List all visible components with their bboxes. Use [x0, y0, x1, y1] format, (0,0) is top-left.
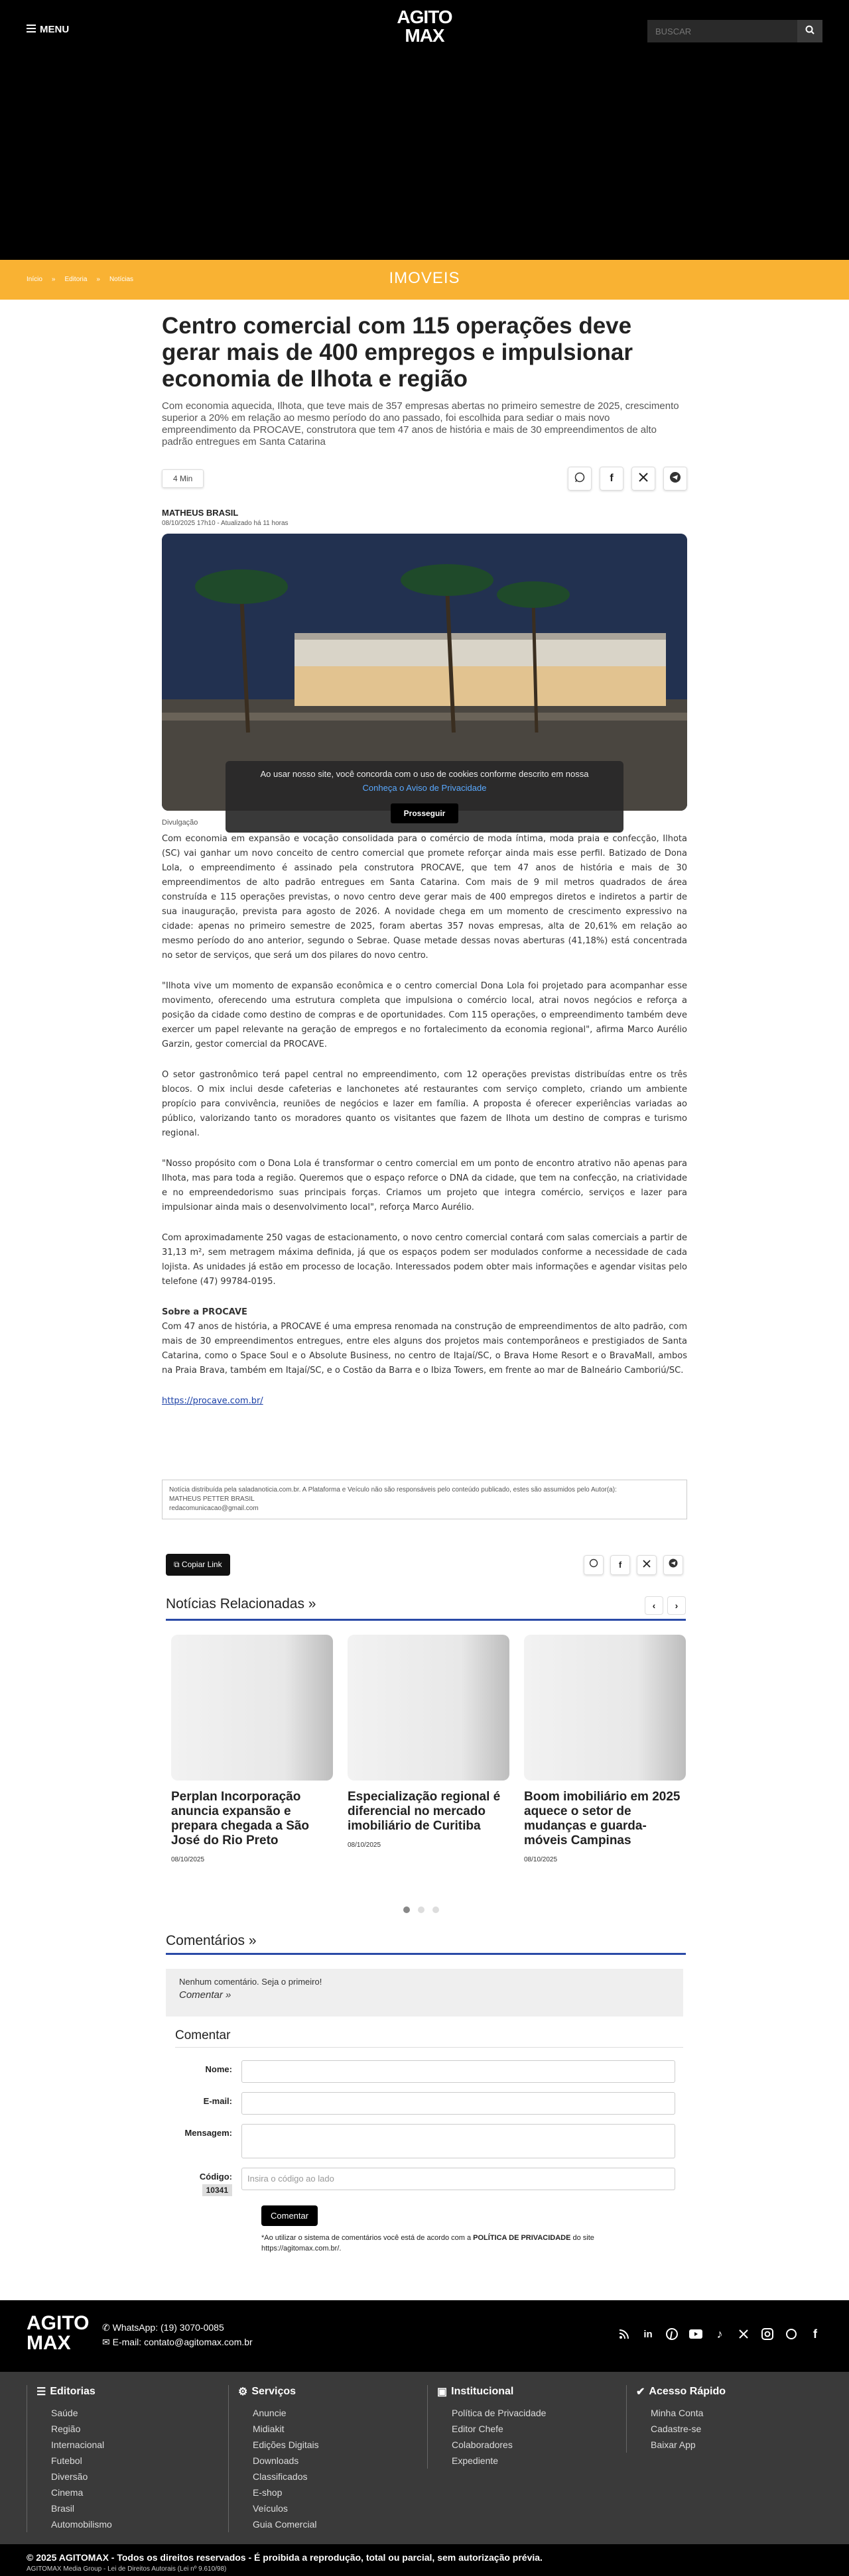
footer-link[interactable]: Futebol [51, 2455, 82, 2466]
logo-line-2: MAX [405, 25, 444, 46]
menu-label: MENU [40, 24, 70, 35]
article-title: Centro comercial com 115 operações deve gerar mais de 400 empregos e impulsionar economia de Ilhota e região [162, 313, 633, 392]
privacy-policy-link[interactable]: POLÍTICA DE PRIVACIDADE [473, 2234, 571, 2242]
menu-button[interactable] [27, 24, 69, 35]
footer-links [0, 2372, 849, 2544]
telegram-icon [669, 1558, 678, 1571]
card-image[interactable] [171, 1635, 333, 1781]
captcha-field[interactable]: Insira o código ao lado [241, 2168, 675, 2190]
footer-link[interactable]: Guia Comercial [253, 2519, 317, 2530]
breadcrumb-separator: » [51, 276, 56, 283]
disclaimer-line: Notícia distribuída pela saladanoticia.com.br. A Plataforma e Veículo não são responsáveis pelo conteúdo publicado, estes são assumidos pelo Autor(a): [169, 1486, 617, 1493]
no-comments-box [166, 1969, 683, 2017]
search-icon [805, 25, 815, 38]
card-title[interactable]: Boom imobiliário em 2025 aquece o setor de mudanças e guarda-móveis Campinas [524, 1790, 681, 1847]
carousel-prev-button[interactable] [645, 1596, 663, 1615]
article-paragraph: "Nosso propósito com o Dona Lola é transformar o centro comercial em um ponto de encontro atrativo não apenas para Ilhota, mas para toda a região. Queremos que o espaço reforce o DNA da cidade, que tem na confecção, na criatividade e no empreendedorismo suas principais forças. Criamos um projeto que integra comércio, serviços e lazer para impulsionar ainda mais o desenvolvimento local", reforça Marco Aurélio. [162, 1159, 687, 1212]
distribution-disclaimer [162, 1480, 687, 1519]
footer-link[interactable]: Internacional [51, 2439, 105, 2450]
chevron-left-icon: ‹ [652, 1600, 656, 1611]
related-news-carousel [171, 1635, 688, 1863]
email-label: E-mail: [203, 2096, 232, 2106]
comment-form-title: Comentar [175, 2028, 683, 2048]
read-time-badge: 4 Min [162, 469, 204, 488]
share-buttons [568, 467, 687, 491]
note-suffix: do site https://agitomax.com.br/. [261, 2234, 594, 2253]
building-icon: ▣ [437, 2386, 448, 2398]
message-field[interactable] [241, 2124, 675, 2158]
chevron-right-icon: › [675, 1600, 679, 1611]
carousel-controls [645, 1596, 686, 1615]
article [162, 313, 687, 1409]
footer-link[interactable]: Automobilismo [51, 2519, 112, 2530]
code-label-text: Código: [199, 2172, 232, 2182]
facebook-icon: f [610, 473, 614, 484]
article-date: 08/10/2025 17h10 - Atualizado há 11 horas [162, 520, 289, 527]
card-date: 08/10/2025 [524, 1856, 558, 1863]
breadcrumb-separator: » [96, 276, 100, 283]
related-news-card[interactable] [348, 1635, 511, 1863]
article-body [162, 832, 687, 1409]
footer-logo-line-2: MAX [27, 2332, 71, 2354]
search-box [647, 20, 822, 42]
cookie-text: Ao usar nosso site, você concorda com o uso de cookies conforme descrito em nossa [260, 769, 589, 779]
submit-comment-button[interactable]: Comentar [261, 2205, 318, 2226]
comments-header: Comentários » [166, 1933, 686, 1955]
instagram-icon[interactable] [760, 2327, 775, 2341]
share-telegram-button[interactable] [663, 467, 687, 491]
top-header [0, 0, 849, 60]
no-comments-text: Nenhum comentário. Seja o primeiro! [179, 1977, 322, 1987]
footer-column-institucional [427, 2385, 620, 2469]
list-icon: ☰ [36, 2386, 46, 2398]
disclaimer-author: MATHEUS PETTER BRASIL [169, 1495, 255, 1503]
footer-column-acesso-rapido [626, 2385, 818, 2453]
footer-link[interactable]: Minha Conta [651, 2408, 704, 2418]
breadcrumb-editoria[interactable]: Editoria [64, 276, 88, 283]
footer-logo-line-1: AGITO [27, 2312, 90, 2334]
comment-cta[interactable]: Comentar » [179, 1989, 231, 2001]
footer-column-servicos [228, 2385, 421, 2532]
carousel-dot[interactable] [418, 1906, 424, 1913]
share-facebook-button[interactable] [610, 1555, 630, 1575]
copy-link-label: Copiar Link [181, 1560, 222, 1569]
about-text: Com 47 anos de história, a PROCAVE é uma empresa renomada na construção de empreendimentos de alto padrão, com mais de 30 empreendimentos entregues, entre eles alguns dos projetos mais contemporâneos e prestigiados de Santa Catarina, como o Space Soul e o Absolute Business, no centro de Itajaí/SC, o Brava Home Resort e o BravaMall, ambos na Praia Brava, também em Itajaí/SC, e o Costão da Barra e o Ibiza Towers, em frente ao mar de Balneário Camboriú/SC. [162, 1322, 687, 1376]
footer-column-title: Acesso Rápido [649, 2386, 726, 2397]
search-button[interactable] [797, 20, 822, 42]
footer-contact [102, 2320, 253, 2349]
footer-link[interactable]: Colaboradores [452, 2439, 513, 2450]
card-image[interactable] [348, 1635, 509, 1781]
whatsapp-icon [574, 472, 585, 486]
pinterest-icon[interactable] [665, 2327, 679, 2341]
footer-link[interactable]: Editor Chefe [452, 2424, 503, 2434]
hamburger-icon [27, 24, 36, 35]
copy-link-button[interactable] [166, 1554, 230, 1576]
social-links [617, 2327, 822, 2341]
share-whatsapp-button[interactable] [568, 467, 592, 491]
footer-link[interactable]: Diversão [51, 2471, 88, 2482]
footer-link[interactable]: Região [51, 2424, 81, 2434]
tiktok-icon[interactable]: ♪ [716, 2327, 723, 2341]
footer-whatsapp-text: WhatsApp: (19) 3070-0085 [112, 2322, 224, 2333]
share-whatsapp-button[interactable] [584, 1555, 604, 1575]
carousel-dot[interactable] [432, 1906, 439, 1913]
footer-link[interactable]: Classificados [253, 2471, 308, 2482]
share-x-button[interactable] [637, 1555, 657, 1575]
legal-text: AGITOMAX Media Group - Lei de Direitos Autorais (Lei nº 9.610/98) [27, 2565, 227, 2573]
section-bar [0, 260, 849, 300]
footer-link[interactable]: Veículos [253, 2503, 288, 2514]
rss-icon[interactable] [617, 2327, 631, 2341]
card-image[interactable] [524, 1635, 686, 1781]
footer-column-title: Serviços [251, 2386, 296, 2397]
whatsapp-icon [589, 1558, 598, 1571]
article-paragraph: Com aproximadamente 250 vagas de estacionamento, o novo centro comercial contará com salas comerciais a partir de 31,13 m², sem metragem máxima definida, já que os espaços podem ser modulados conforme a necessidade de cada lojista. As unidades já estão em processo de locação. Interessados podem obter mais informações e agendar visitas pelo telefone (47) 99784-0195. [162, 1233, 687, 1287]
footer-link[interactable]: Anuncie [253, 2408, 287, 2418]
comment-form [175, 2060, 683, 2254]
footer-link[interactable]: Baixar App [651, 2439, 696, 2450]
carousel-dot[interactable] [403, 1906, 410, 1913]
share-buttons-bottom [584, 1555, 683, 1575]
footer-email-text: E-mail: contato@agitomax.com.br [112, 2337, 253, 2347]
article-meta-row [162, 467, 687, 491]
site-link-paragraph [162, 1394, 687, 1409]
code-label [175, 2168, 241, 2196]
comment-privacy-note [261, 2233, 633, 2254]
site-logo[interactable] [391, 8, 458, 48]
logo-line-1: AGITO [397, 7, 452, 27]
footer-bottom [0, 2544, 849, 2576]
cookie-banner [226, 761, 623, 833]
footer-link[interactable]: Saúde [51, 2408, 78, 2418]
copy-icon: ⧉ [174, 1560, 182, 1569]
x-icon[interactable] [736, 2327, 751, 2341]
footer-email[interactable] [102, 2335, 253, 2349]
related-news-header [166, 1596, 686, 1621]
footer-logo[interactable] [27, 2313, 89, 2353]
cookie-accept-button[interactable]: Prosseguir [391, 803, 459, 823]
captcha-code: 10341 [202, 2184, 232, 2196]
footer-link[interactable]: Política de Privacidade [452, 2408, 547, 2418]
envelope-icon: ✉ [102, 2337, 113, 2347]
carousel-pagination [403, 1906, 439, 1913]
share-telegram-button[interactable] [663, 1555, 683, 1575]
footer-link[interactable]: Downloads [253, 2455, 299, 2466]
footer-link[interactable]: Brasil [51, 2503, 75, 2514]
footer-column-title: Institucional [451, 2386, 514, 2397]
footer-whatsapp[interactable] [102, 2320, 253, 2335]
name-field[interactable] [241, 2060, 675, 2083]
telegram-icon [669, 471, 681, 487]
name-label: Nome: [205, 2064, 232, 2074]
footer-link[interactable]: Edições Digitais [253, 2439, 319, 2450]
related-news-title[interactable]: Notícias Relacionadas » [166, 1596, 316, 1611]
article-paragraph: "Ilhota vive um momento de expansão econômica e o centro comercial Dona Lola foi projetado para acompanhar esse movimento, oferecendo uma estrutura completa que impulsiona o comércio local, atrai novos negócios e reforça a posição da cidade como destino de compras e de oportunidades. Com 115 operações, o empreendimento também deve exercer um papel relevante na geração de empregos e no fortalecimento da economia regional", afirma Marco Aurélio Garzin, gestor comercial da PROCAVE. [162, 981, 687, 1049]
image-caption: Divulgação [162, 819, 198, 827]
youtube-icon[interactable] [688, 2327, 703, 2341]
whatsapp-icon[interactable] [784, 2327, 799, 2341]
linkedin-icon[interactable]: in [643, 2328, 653, 2340]
x-icon [643, 1559, 651, 1571]
message-label: Mensagem: [184, 2128, 232, 2138]
share-x-button[interactable] [631, 467, 655, 491]
related-news-card[interactable] [524, 1635, 687, 1863]
check-circle-icon: ✔ [636, 2386, 645, 2398]
whatsapp-icon: ✆ [102, 2322, 113, 2333]
search-input[interactable] [647, 20, 797, 42]
breadcrumb-current[interactable]: Notícias [109, 276, 134, 283]
x-icon [638, 472, 649, 486]
tools-row [166, 1554, 683, 1576]
related-news-card[interactable] [171, 1635, 334, 1863]
article-paragraph: O setor gastronômico terá papel central no empreendimento, com 12 operações previstas distribuídas entre os três blocos. O mix inclui desde cafeterias e lanchonetes até restaurantes com serviço completo, criando um ambiente propício para convivência, reuniões de negócios e lazer em família. A proposta é oferecer experiências variadas ao público, valorizando tanto os moradores quanto os visitantes que fazem de Ilhota um destino de compras e turismo regional. [162, 1070, 687, 1138]
footer-column-editorias [27, 2385, 219, 2532]
footer-link[interactable]: Midiakit [253, 2424, 285, 2434]
procave-link[interactable]: https://procave.com.br/ [162, 1396, 263, 1406]
email-field[interactable] [241, 2092, 675, 2115]
copyright-text: © 2025 AGITOMAX - Todos os direitos reservados - É proibida a reprodução, total ou parcial, sem autorização prévia. [27, 2552, 543, 2563]
breadcrumb-home[interactable]: Início [27, 276, 42, 283]
footer-top [0, 2300, 849, 2372]
card-date: 08/10/2025 [348, 1842, 381, 1849]
footer-link[interactable]: E-shop [253, 2487, 283, 2498]
privacy-notice-link[interactable]: Conheça o Aviso de Privacidade [362, 783, 487, 793]
article-paragraph: Com economia em expansão e vocação consolidada para o comércio de moda íntima, moda praia e confecção, Ilhota (SC) vai ganhar um novo conceito de centro comercial que promete reforçar ainda mais esse perfil. Batizado de Dona Lola, o empreendimento é assinado pela construtora PROCAVE, que tem 47 anos de história e mais de 30 empreendimentos de alto padrão entregues em Santa Catarina. Com mais de 9 mil metros quadrados de área construída e 115 operações previstas, o novo centro deve gerar mais de 400 empregos diretos e indiretos a partir de sua inauguração, prevista para agosto de 2026. A novidade chega em um momento de crescimento expressivo na cidade: apenas no primeiro semestre de 2025, foram abertas 357 novas empresas, alta de 20,61% em relação ao mesmo período do ano anterior, segundo o Sebrae. Quase metade dessas novas aberturas (41,18%) está concentrada no setor de serviços, que será um dos pilares do novo centro. [162, 834, 687, 961]
carousel-next-button[interactable] [667, 1596, 686, 1615]
footer-link[interactable]: Expediente [452, 2455, 499, 2466]
about-title: Sobre a PROCAVE [162, 1307, 247, 1317]
gear-icon: ⚙ [238, 2386, 248, 2398]
ad-banner-area [0, 60, 849, 260]
section-title: IMOVEIS [389, 269, 460, 287]
share-facebook-button[interactable] [600, 467, 623, 491]
facebook-icon[interactable]: f [813, 2327, 817, 2341]
about-section [162, 1305, 687, 1378]
card-title[interactable]: Perplan Incorporação anuncia expansão e prepara chegada a São José do Rio Preto [171, 1790, 310, 1847]
article-author[interactable]: MATHEUS BRASIL [162, 508, 239, 518]
footer-link[interactable]: Cinema [51, 2487, 84, 2498]
footer-link[interactable]: Cadastre-se [651, 2424, 702, 2434]
card-title[interactable]: Especialização regional é diferencial no mercado imobiliário de Curitiba [348, 1790, 501, 1833]
breadcrumb [27, 276, 133, 283]
note-prefix: *Ao utilizar o sistema de comentários você está de acordo com a [261, 2234, 474, 2242]
article-subtitle: Com economia aquecida, Ilhota, que teve mais de 357 empresas abertas no primeiro semestre de 2025, crescimento superior a 20% em relação ao mesmo período do ano passado, foi escolhida para sediar o mais novo empreendimento da PROCAVE, construtora que tem 47 anos de história e mais de 30 empreendimentos de alto padrão entregues em Santa Catarina [162, 400, 679, 447]
footer-column-title: Editorias [50, 2386, 96, 2397]
disclaimer-email: redacomunicacao@gmail.com [169, 1505, 259, 1512]
facebook-icon: f [618, 1560, 622, 1570]
card-date: 08/10/2025 [171, 1856, 205, 1863]
